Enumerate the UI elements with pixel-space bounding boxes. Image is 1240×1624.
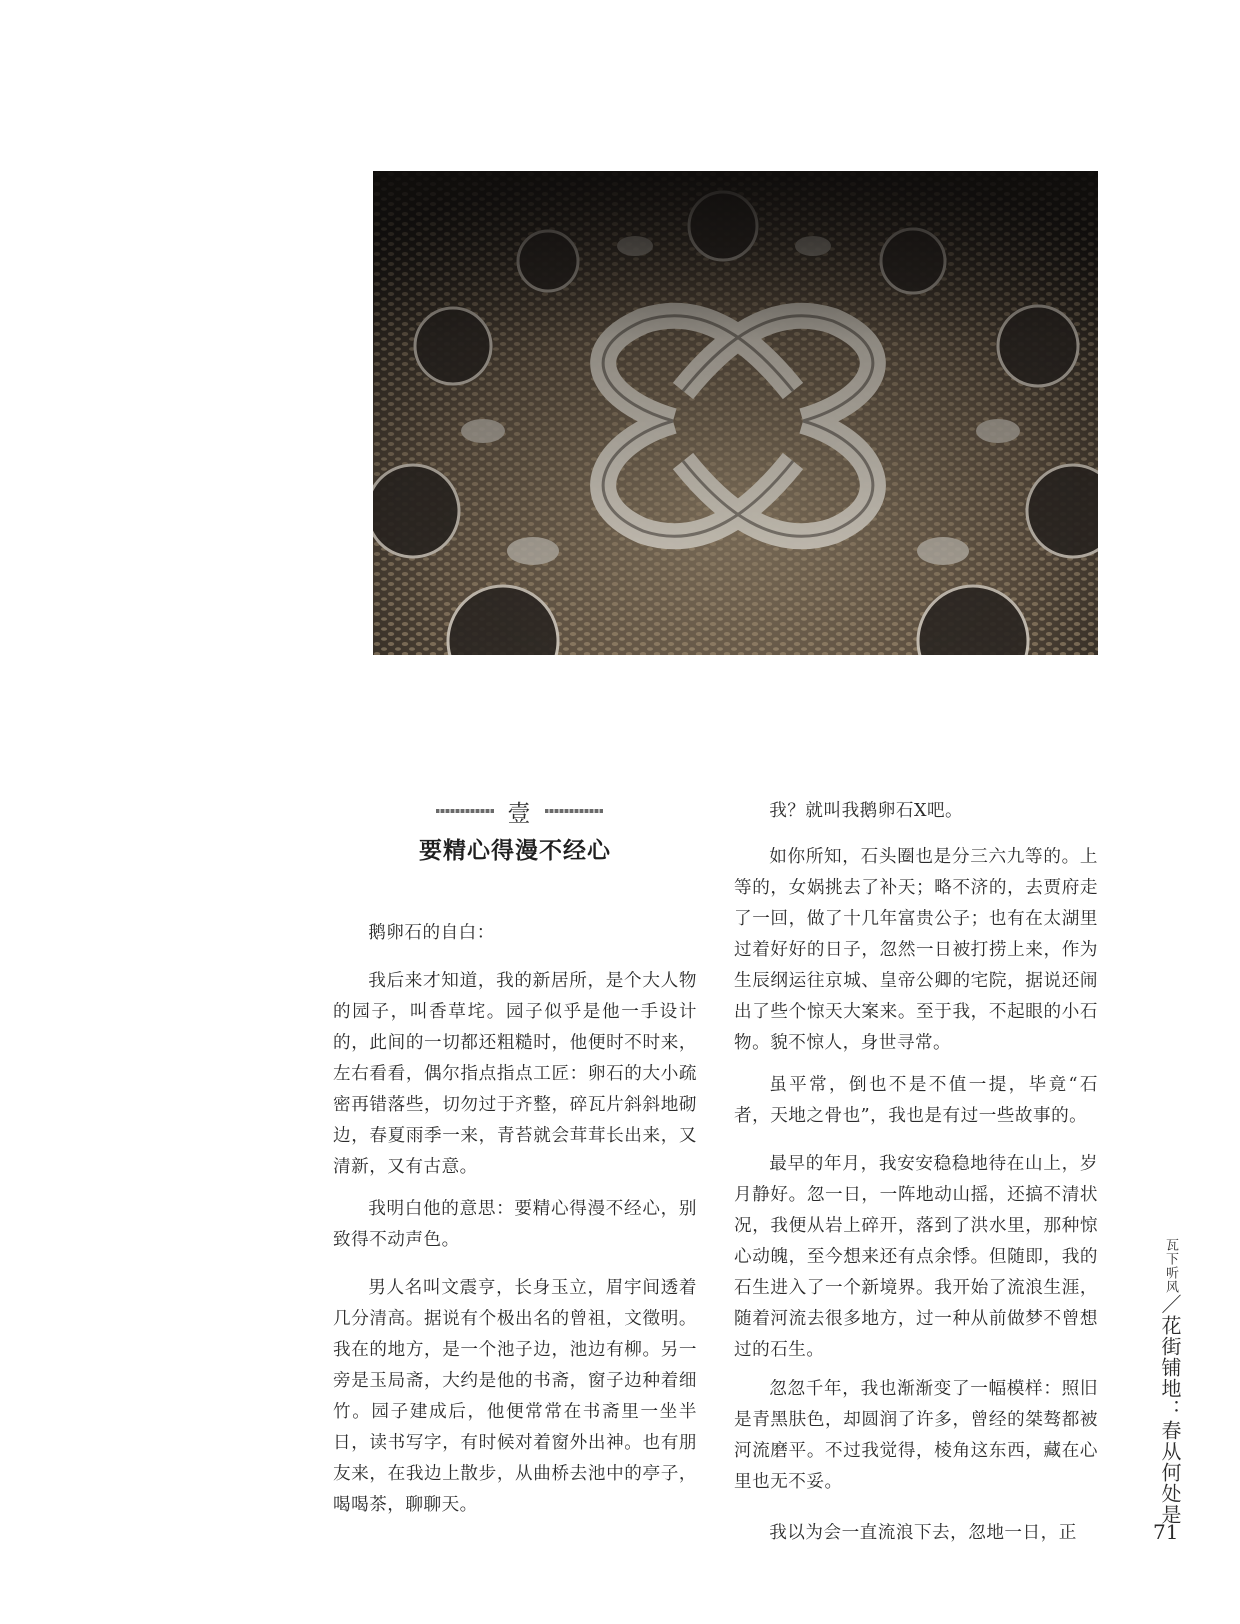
running-head-divider: ／ — [1158, 1294, 1182, 1315]
paragraph: 忽忽千年，我也渐渐变了一幅模样：照旧是青黑肤色，却圆润了许多，曾经的桀骜都被河流磨平。不过我觉得，棱角这东西，藏在心里也无不妥。 — [734, 1379, 1098, 1492]
running-head-article: 花街铺地：春从何处是 — [1158, 1315, 1182, 1525]
paragraph: 我明白他的意思：要精心得漫不经心，别致得不动声色。 — [333, 1199, 697, 1250]
pebble-mosaic-knot-image — [373, 171, 1098, 655]
paragraph: 虽平常，倒也不是不值一提，毕竟“石者，天地之骨也”，我也是有过一些故事的。 — [734, 1075, 1098, 1126]
running-head — [1153, 1238, 1183, 1525]
pebble-mosaic-photo — [373, 171, 1098, 655]
paragraph: 男人名叫文震亨，长身玉立，眉宇间透着几分清高。据说有个极出名的曾祖，文徵明。我在的地方，是一个池子边，池边有柳。另一旁是玉局斋，大约是他的书斋，窗子边种着细竹。园子建成后，他便常常在书斋里一坐半日，读书写字，有时候对着窗外出神。也有朋友来，在我边上散步，从曲桥去池中的亭子，喝喝茶，聊聊天。 — [333, 1278, 697, 1515]
running-head-series: 瓦下听风 — [1163, 1238, 1178, 1294]
paragraph: 我？就叫我鹅卵石X吧。 — [769, 801, 964, 821]
section-rule-right — [545, 809, 603, 813]
section-number — [424, 796, 614, 826]
section-rule-left — [436, 809, 494, 813]
paragraph: 鹅卵石的自白： — [368, 923, 495, 943]
paragraph: 我后来才知道，我的新居所，是个大人物的园子，叫香草垞。园子似乎是他一手设计的，此间的一切都还粗糙时，他便时不时来，左右看看，偶尔指点指点工匠：卵石的大小疏密再错落些，切勿过于齐整，碎瓦片斜斜地砌边，春夏雨季一来，青苔就会茸茸长出来，又清新，又有古意。 — [333, 971, 697, 1177]
section-title: 要精心得漫不经心 — [419, 837, 611, 864]
paragraph: 最早的年月，我安安稳稳地待在山上，岁月静好。忽一日，一阵地动山摇，还搞不清状况，我便从岩上碎开，落到了洪水里，那种惊心动魄，至今想来还有点余悸。但随即，我的石生进入了一个新境界。我开始了流浪生涯，随着河流去很多地方，过一种从前做梦不曾想过的石生。 — [734, 1154, 1098, 1360]
paragraph: 如你所知，石头圈也是分三六九等的。上等的，女娲挑去了补天；略不济的，去贾府走了一回，做了十几年富贵公子；也有在太湖里过着好好的日子，忽然一日被打捞上来，作为生辰纲运往京城、皇帝公卿的宅院，据说还闹出了些个惊天大案来。至于我，不起眼的小石物。貌不惊人，身世寻常。 — [734, 847, 1098, 1053]
page-number: 71 — [1153, 1520, 1179, 1544]
paragraph: 我以为会一直流浪下去，忽地一日，正 — [769, 1523, 1077, 1543]
section-number-text: 壹 — [507, 800, 531, 827]
